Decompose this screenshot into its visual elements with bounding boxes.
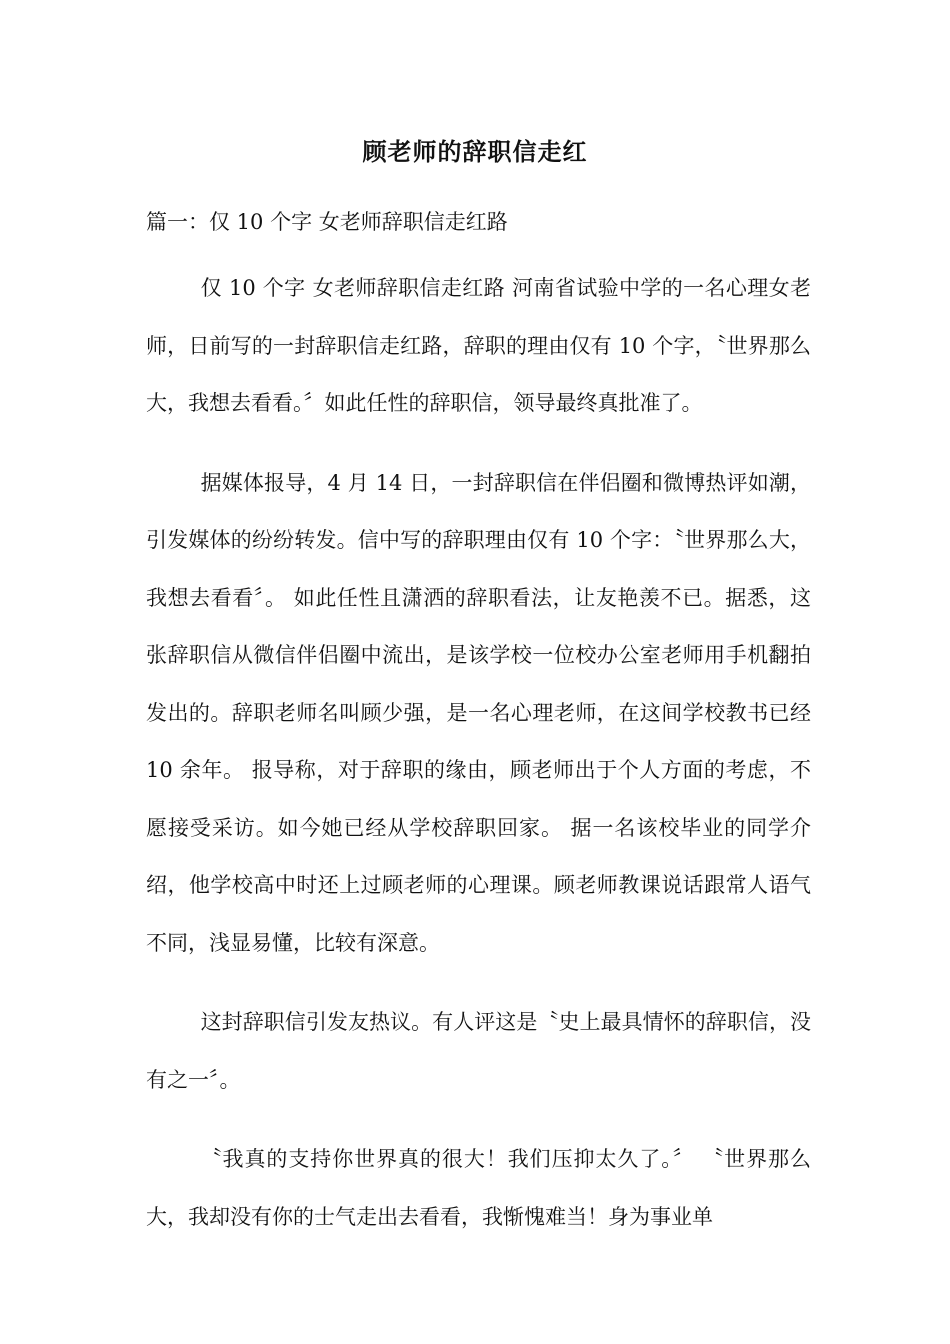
paragraph-2: 据媒体报导，4 月 14 日，一封辞职信在伴侣圈和微博热评如潮，引发媒体的纷纷转发。信中写的辞职理由仅有 10 个字：〝世界那么大，我想去看看〞。 如此任性且潇洒的辞职看法，让友艳羡不已。据悉，这张辞职信从微信伴侣圈中流出，是该学校一位校办公室老师用手机翻拍发出的。辞职老师名叫顾少强，是一名心理老师，在这间学校教书已经 10 余年。 报导称，对于辞职的缘由，顾老师出于个人方面的考虑，不愿接受采访。如今她已经从学校辞职回家。 据一名该校毕业的同学介绍，他学校高中时还上过顾老师的心理课。顾老师教课说话跟常人语气不同，浅显易懂，比较有深意。 — [146, 470, 811, 955]
paragraph-4: 〝我真的支持你世界真的很大！我们压抑太久了。〞 〝世界那么大，我却没有你的士气走出去看看，我惭愧难当！身为事业单 — [146, 1147, 811, 1229]
paragraph-3: 这封辞职信引发友热议。有人评这是〝史上最具情怀的辞职信，没有之一〞。 — [146, 1010, 811, 1092]
paragraph-1: 仅 10 个字 女老师辞职信走红路 河南省试验中学的一名心理女老师，日前写的一封辞职信走红路，辞职的理由仅有 10 个字，〝世界那么大，我想去看看。〞如此任性的辞职信，领导最终真批准了。 — [146, 276, 811, 415]
section-heading: 篇一：仅 10 个字 女老师辞职信走红路 — [146, 210, 508, 234]
document-title: 顾老师的辞职信走红 — [362, 137, 588, 166]
document-body — [146, 260, 811, 1268]
